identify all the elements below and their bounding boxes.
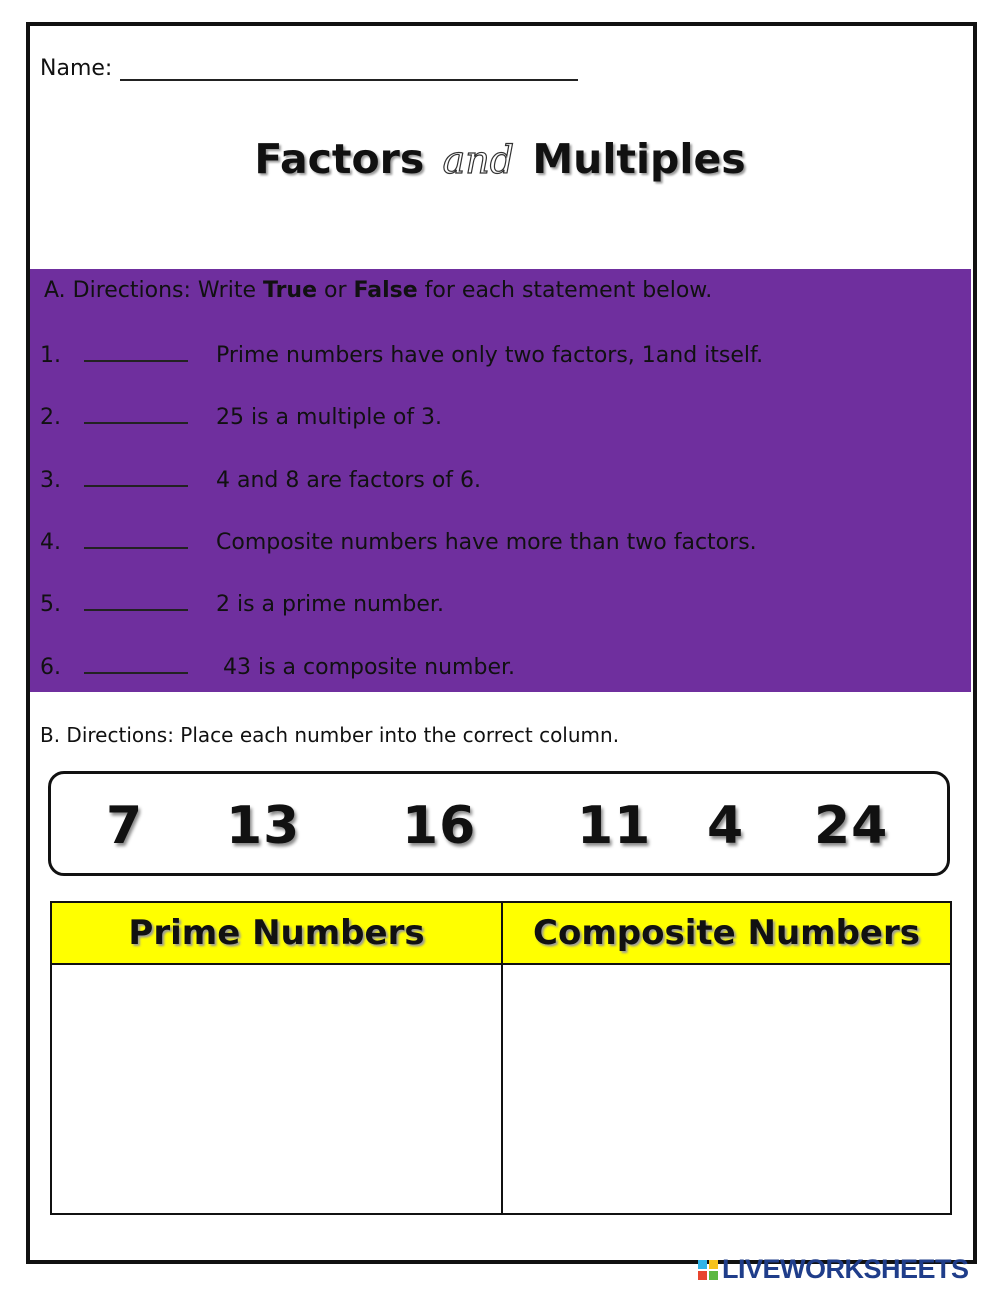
statement-text: 43 is a composite number. <box>216 655 515 680</box>
sorting-table <box>50 901 952 1215</box>
statement-row <box>40 404 442 430</box>
number-tile[interactable]: 11 <box>577 796 652 856</box>
statement-number: 5. <box>40 592 61 617</box>
prime-drop-zone[interactable] <box>52 967 501 1213</box>
page-title <box>0 135 1000 183</box>
name-row <box>40 56 578 81</box>
prime-column-header: Prime Numbers <box>52 903 501 965</box>
statement-number: 4. <box>40 530 61 555</box>
answer-blank[interactable] <box>84 591 188 611</box>
statement-row <box>40 591 444 617</box>
statement-text: 25 is a multiple of 3. <box>216 405 443 430</box>
statement-number: 1. <box>40 343 61 368</box>
directions-suffix: for each statement below. <box>417 278 713 303</box>
statement-row <box>40 529 757 555</box>
number-tile[interactable]: 4 <box>707 796 745 856</box>
answer-blank[interactable] <box>84 404 188 424</box>
statement-row <box>40 342 763 368</box>
statement-text: Prime numbers have only two factors, 1and itself. <box>216 343 764 368</box>
statement-text: 4 and 8 are factors of 6. <box>216 468 482 493</box>
directions-prefix: A. Directions: Write <box>44 278 263 303</box>
name-input-line[interactable] <box>120 59 578 81</box>
section-a-directions <box>44 278 712 303</box>
statement-number: 6. <box>40 655 61 680</box>
answer-blank[interactable] <box>84 342 188 362</box>
statement-number: 2. <box>40 405 61 430</box>
statement-number: 3. <box>40 468 61 493</box>
statement-row <box>40 654 515 680</box>
directions-or: or <box>317 278 354 303</box>
answer-blank[interactable] <box>84 529 188 549</box>
name-label: Name: <box>40 56 113 81</box>
number-tile[interactable]: 24 <box>814 796 889 856</box>
answer-blank[interactable] <box>84 467 188 487</box>
title-multiples: Multiples <box>532 135 746 183</box>
logo-blocks-icon <box>698 1260 718 1280</box>
answer-blank[interactable] <box>84 654 188 674</box>
brand-name: LIVEWORKSHEETS <box>722 1254 969 1284</box>
title-factors: Factors <box>254 135 425 183</box>
composite-column-header: Composite Numbers <box>503 903 950 965</box>
statement-row <box>40 467 481 493</box>
section-b-directions: B. Directions: Place each number into the correct column. <box>40 723 620 747</box>
number-tile[interactable]: 13 <box>226 796 301 856</box>
composite-drop-zone[interactable] <box>503 967 950 1213</box>
directions-false: False <box>353 278 418 303</box>
statement-text: Composite numbers have more than two factors. <box>216 530 757 555</box>
directions-true: True <box>262 278 318 303</box>
liveworksheets-logo <box>698 1254 969 1285</box>
statement-text: 2 is a prime number. <box>216 592 444 617</box>
number-tile[interactable]: 16 <box>402 796 477 856</box>
number-tile[interactable]: 7 <box>106 796 144 856</box>
title-and: and <box>442 138 515 182</box>
